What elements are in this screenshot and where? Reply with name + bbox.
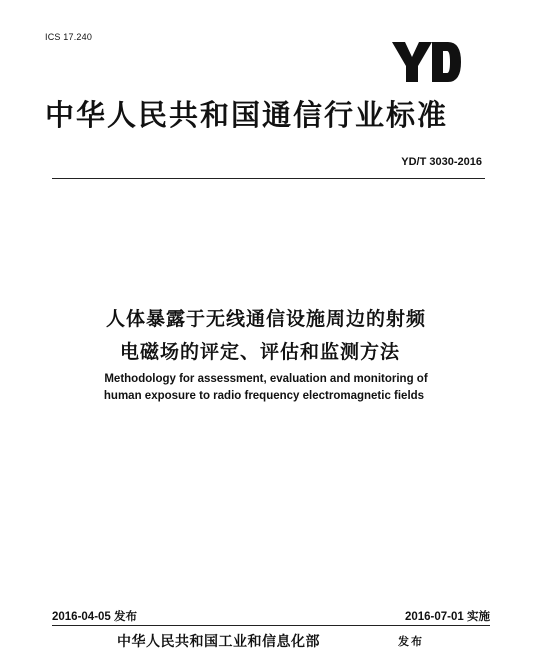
publish-label: 发布 [398,635,424,648]
issue-date: 2016-04-05 发布 [52,611,138,623]
yd-logo [392,40,462,84]
document-title-en-line1: Methodology for assessment, evaluation and monitoring of [104,373,428,385]
bottom-divider [52,625,490,626]
top-divider [52,178,485,179]
document-title-en-line2: human exposure to radio frequency electromagnetic fields [103,390,425,402]
ics-code: ICS 17.240 [45,32,93,42]
implementation-date: 2016-07-01 实施 [404,611,490,623]
standard-category-title: 中华人民共和国通信行业标准 [45,98,449,132]
standard-code: YD/T 3030-2016 [401,156,482,168]
document-title-cn-line2: 电磁场的评定、评估和监测方法 [119,341,400,363]
publisher-name: 中华人民共和国工业和信息化部 [117,634,320,650]
document-title-cn-line1: 人体暴露于无线通信设施周边的射频 [105,308,426,330]
